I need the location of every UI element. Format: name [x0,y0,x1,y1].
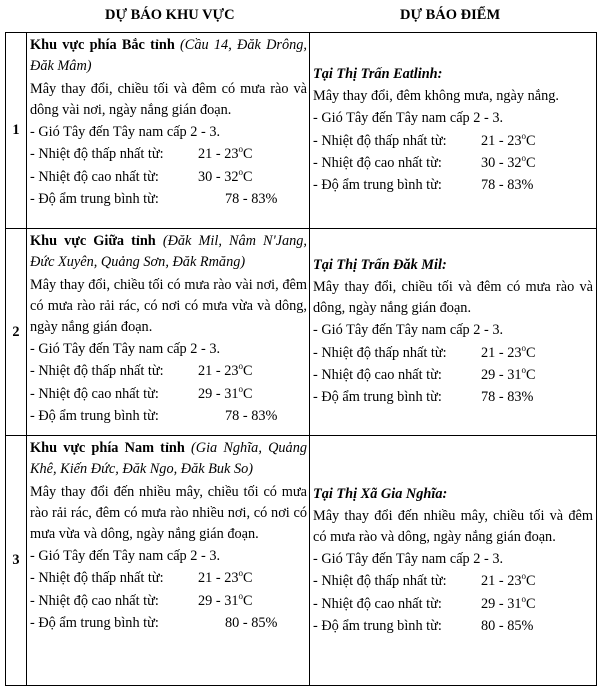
point-max-temp-value: 29 - 31 [481,595,522,612]
point-wind: - Gió Tây đến Tây nam cấp 2 - 3. [313,110,504,127]
point-min-temp-value: 21 - 23 [481,573,522,590]
region-name: Khu vực phía Bắc tỉnh [30,37,175,53]
row-number: 2 [6,229,27,436]
region-description: Mây thay đổi, chiều tối có mưa rào vài nơi, đêm có mưa rào rải rác, có nơi có mưa vừa và dông, ngày nắng gián đoạn. [30,277,307,335]
region-min-temp-value: 21 - 23 [198,363,239,380]
point-humidity: - Độ ẩm trung bình từ: 80 - 85% [313,615,593,637]
region-wind: - Gió Tây đến Tây nam cấp 2 - 3. [30,341,221,357]
point-description: Mây thay đổi đến nhiều mây, chiều tối và đêm có mưa rào và dông, ngày nắng gián đoạn. [313,507,593,545]
point-forecast-cell [310,33,597,229]
region-title [30,231,307,273]
table-row [6,436,597,686]
region-max-temp: - Nhiệt độ cao nhất từ: 29 - 31$^o$C [30,590,253,609]
region-wind: - Gió Tây đến Tây nam cấp 2 - 3. [30,548,221,564]
region-humidity: - Độ ẩm trung bình từ: 80 - 85% [30,612,307,634]
region-max-temp: - Nhiệt độ cao nhất từ: 30 - 32$^o$C [30,166,253,185]
point-humidity-value: 78 - 83% [481,389,534,406]
table-row [6,229,597,436]
region-max-temp-value: 29 - 31 [198,592,239,609]
point-max-temp: - Nhiệt độ cao nhất từ: 29 - 31$^o$C [313,593,536,612]
region-detail: (Gia Nghĩa, Quảng Khê, Kiến Đức, Đăk Ngo, Đăk Buk So) [30,440,307,477]
region-min-temp-value: 21 - 23 [198,570,239,587]
region-detail: (Đăk Mil, Nâm N'Jang, Đức Xuyên, Quảng Sơn, Đăk Rmăng) [30,233,307,270]
point-humidity-value: 78 - 83% [481,177,534,194]
point-min-temp: - Nhiệt độ thấp nhất từ: 21 - 23$^o$C [313,130,536,149]
region-name: Khu vực Giữa tỉnh [30,233,156,249]
region-humidity-value: 78 - 83% [225,190,278,207]
region-forecast-cell [27,229,310,436]
region-humidity-value: 80 - 85% [225,614,278,631]
point-title: Tại Thị Xã Gia Nghĩa: [313,485,448,502]
region-forecast-cell [27,33,310,229]
region-min-temp-value: 21 - 23 [198,146,239,163]
region-wind: - Gió Tây đến Tây nam cấp 2 - 3. [30,124,221,140]
point-title: Tại Thị Trấn Đăk Mil: [313,257,447,274]
point-forecast-cell [310,436,597,686]
point-max-temp-value: 29 - 31 [481,367,522,383]
region-max-temp: - Nhiệt độ cao nhất từ: 29 - 31$^o$C [30,383,253,402]
header-point: DỰ BÁO ĐIỂM [400,7,501,23]
row-number: 1 [6,33,27,229]
region-forecast-cell [27,436,310,686]
region-description: Mây thay đổi đến nhiều mây, chiều tối có mưa rào rải rác, đêm có mưa rào nhiều nơi, có nơi có mưa vừa và dông, ngày nắng gián đoạn. [30,484,307,542]
point-min-temp-value: 21 - 23 [481,344,522,361]
point-min-temp: - Nhiệt độ thấp nhất từ: 21 - 23$^o$C [313,342,536,361]
table-header [0,0,600,32]
region-description: Mây thay đổi, chiều tối và đêm có mưa rào và dông vài nơi, ngày nắng gián đoạn. [30,81,307,118]
region-min-temp: - Nhiệt độ thấp nhất từ: 21 - 23$^o$C [30,144,253,163]
region-name: Khu vực phía Nam tỉnh [30,440,185,456]
region-humidity-value: 78 - 83% [225,407,278,424]
point-min-temp: - Nhiệt độ thấp nhất từ: 21 - 23$^o$C [313,571,536,590]
point-wind: - Gió Tây đến Tây nam cấp 2 - 3. [313,322,504,339]
point-wind: - Gió Tây đến Tây nam cấp 2 - 3. [313,550,504,567]
point-humidity-value: 80 - 85% [481,617,534,634]
point-title: Tại Thị Trấn Eatlinh: [313,66,443,83]
point-max-temp-value: 30 - 32 [481,155,522,171]
point-max-temp: - Nhiệt độ cao nhất từ: 30 - 32$^o$C [313,153,536,171]
point-min-temp-value: 21 - 23 [481,132,522,149]
region-humidity: - Độ ẩm trung bình từ: 78 - 83% [30,405,307,427]
row-number: 3 [6,436,27,686]
region-title [30,438,307,480]
forecast-table [5,32,597,686]
region-humidity: - Độ ẩm trung bình từ: 78 - 83% [30,188,307,210]
header-region: DỰ BÁO KHU VỰC [105,7,235,23]
region-max-temp-value: 29 - 31 [198,385,239,402]
point-humidity: - Độ ẩm trung bình từ: 78 - 83% [313,174,593,196]
point-forecast-cell [310,229,597,436]
region-min-temp: - Nhiệt độ thấp nhất từ: 21 - 23$^o$C [30,568,253,587]
region-detail: (Cầu 14, Đăk Drông, Đăk Mâm) [30,37,307,74]
point-description: Mây thay đổi, chiều tối và đêm có mưa rào và dông, ngày nắng gián đoạn. [313,279,593,317]
region-title [30,35,307,77]
point-description: Mây thay đổi, đêm không mưa, ngày nắng. [313,88,559,105]
point-max-temp: - Nhiệt độ cao nhất từ: 29 - 31$^o$C [313,365,536,383]
region-min-temp: - Nhiệt độ thấp nhất từ: 21 - 23$^o$C [30,361,253,380]
region-max-temp-value: 30 - 32 [198,168,239,185]
point-humidity: - Độ ẩm trung bình từ: 78 - 83% [313,386,593,408]
table-row [6,33,597,229]
